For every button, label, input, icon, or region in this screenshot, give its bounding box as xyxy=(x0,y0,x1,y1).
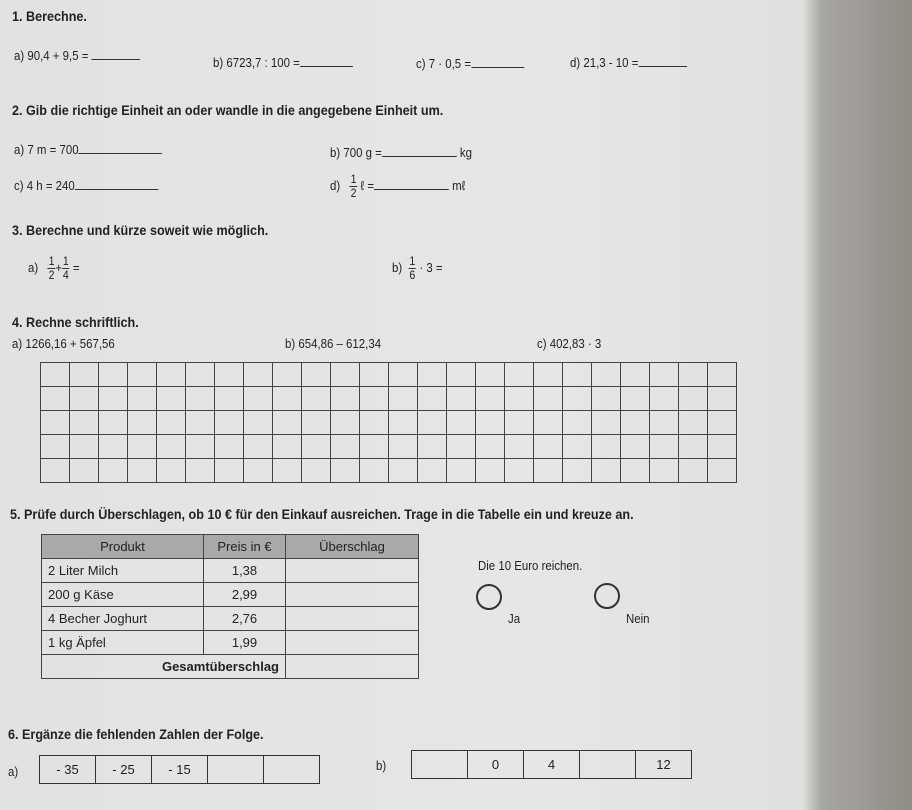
grid-cell[interactable] xyxy=(244,459,273,483)
task6-title: 6. Ergänze die fehlenden Zahlen der Folge. xyxy=(8,726,264,742)
sequence-cell: - 25 xyxy=(96,756,152,784)
grid-cell[interactable] xyxy=(273,363,302,387)
grid-cell[interactable] xyxy=(331,459,360,483)
task3-b: b) $\frac{1}{6}$ · 3 = xyxy=(392,254,443,282)
grid-cell[interactable] xyxy=(534,459,563,483)
grid-cell[interactable] xyxy=(157,435,186,459)
grid-cell[interactable] xyxy=(157,387,186,411)
grid-cell[interactable] xyxy=(70,435,99,459)
total-input[interactable] xyxy=(286,655,419,679)
grid-cell[interactable] xyxy=(186,363,215,387)
grid-cell[interactable] xyxy=(331,387,360,411)
grid-cell[interactable] xyxy=(621,435,650,459)
grid-cell[interactable] xyxy=(476,387,505,411)
grid-cell[interactable] xyxy=(215,411,244,435)
grid-cell[interactable] xyxy=(563,435,592,459)
price-table xyxy=(41,534,419,679)
task2-b: b) 700 g = kg xyxy=(330,145,472,160)
grid-cell[interactable] xyxy=(215,435,244,459)
grid-cell[interactable] xyxy=(505,363,534,387)
grid-cell[interactable] xyxy=(679,459,708,483)
grid-cell[interactable] xyxy=(389,411,418,435)
grid-cell[interactable] xyxy=(708,459,737,483)
grid-cell[interactable] xyxy=(621,387,650,411)
grid-cell[interactable] xyxy=(679,387,708,411)
sequence-cell: - 15 xyxy=(152,756,208,784)
product-cell: 4 Becher Joghurt xyxy=(42,607,204,631)
grid-cell[interactable] xyxy=(128,363,157,387)
answer-blank[interactable] xyxy=(374,189,449,190)
grid-cell[interactable] xyxy=(360,459,389,483)
grid-cell[interactable] xyxy=(476,435,505,459)
sequence-cell: 12 xyxy=(636,751,692,779)
radio-yes[interactable] xyxy=(476,584,502,610)
grid-cell[interactable] xyxy=(360,387,389,411)
grid-cell[interactable] xyxy=(389,387,418,411)
grid-cell[interactable] xyxy=(418,363,447,387)
grid-cell[interactable] xyxy=(273,435,302,459)
task2-title: 2. Gib die richtige Einheit an oder wandle in die angegebene Einheit um. xyxy=(12,102,444,118)
grid-cell[interactable] xyxy=(447,459,476,483)
sequence-cell: 4 xyxy=(524,751,580,779)
grid-cell[interactable] xyxy=(41,435,70,459)
grid-cell[interactable] xyxy=(621,411,650,435)
grid-cell[interactable] xyxy=(273,387,302,411)
task2-c: c) 4 h = 240 xyxy=(14,178,158,193)
grid-cell[interactable] xyxy=(389,363,418,387)
grid-cell[interactable] xyxy=(563,411,592,435)
task1-c: c) 7 · 0,5 = xyxy=(416,56,524,71)
answer-blank[interactable] xyxy=(92,59,140,60)
task1-b: b) 6723,7 : 100 = xyxy=(213,55,353,70)
grid-cell[interactable] xyxy=(360,363,389,387)
grid-cell[interactable] xyxy=(708,363,737,387)
col-header: Preis in € xyxy=(204,535,286,559)
answer-blank[interactable] xyxy=(471,67,524,68)
grid-cell[interactable] xyxy=(476,363,505,387)
grid-cell[interactable] xyxy=(679,411,708,435)
grid-cell[interactable] xyxy=(360,435,389,459)
product-cell: 200 g Käse xyxy=(42,583,204,607)
task5-title: 5. Prüfe durch Überschlagen, ob 10 € für den Einkauf ausreichen. Trage in die Tabelle ein und kreuze an. xyxy=(10,506,634,522)
grid-cell[interactable] xyxy=(447,363,476,387)
grid-cell[interactable] xyxy=(70,387,99,411)
grid-cell[interactable] xyxy=(563,363,592,387)
grid-cell[interactable] xyxy=(70,459,99,483)
estimate-input[interactable] xyxy=(286,583,419,607)
task3-a: a) $\frac{1}{2}$ + $\frac{1}{4}$ = xyxy=(28,254,80,282)
grid-cell[interactable] xyxy=(331,435,360,459)
grid-cell[interactable] xyxy=(41,459,70,483)
grid-cell[interactable] xyxy=(186,459,215,483)
answer-blank[interactable] xyxy=(75,189,159,190)
task1-d: d) 21,3 - 10 = xyxy=(570,55,687,70)
grid-cell[interactable] xyxy=(563,459,592,483)
grid-cell[interactable] xyxy=(186,411,215,435)
grid-cell[interactable] xyxy=(679,363,708,387)
grid-cell[interactable] xyxy=(99,435,128,459)
grid-cell[interactable] xyxy=(621,459,650,483)
grid-cell[interactable] xyxy=(244,387,273,411)
grid-cell[interactable] xyxy=(708,411,737,435)
task4-a: a) 1266,16 + 567,56 xyxy=(12,336,115,351)
grid-cell[interactable] xyxy=(41,363,70,387)
grid-cell[interactable] xyxy=(476,411,505,435)
grid-cell[interactable] xyxy=(157,363,186,387)
grid-cell[interactable] xyxy=(70,411,99,435)
task4-b: b) 654,86 – 612,34 xyxy=(285,336,382,351)
grid-cell[interactable] xyxy=(215,459,244,483)
grid-cell[interactable] xyxy=(708,387,737,411)
answer-blank[interactable] xyxy=(638,66,686,67)
col-header: Überschlag xyxy=(286,535,419,559)
no-label: Nein xyxy=(626,611,650,626)
sequence-cell: 0 xyxy=(468,751,524,779)
task1-title: 1. Berechne. xyxy=(12,8,87,24)
price-cell: 2,76 xyxy=(204,607,286,631)
grid-cell[interactable] xyxy=(592,411,621,435)
total-label: Gesamtüberschlag xyxy=(42,655,286,679)
grid-cell[interactable] xyxy=(99,387,128,411)
grid-cell[interactable] xyxy=(418,411,447,435)
grid-cell[interactable] xyxy=(302,411,331,435)
grid-cell[interactable] xyxy=(244,363,273,387)
grid-cell[interactable] xyxy=(157,459,186,483)
grid-cell[interactable] xyxy=(244,411,273,435)
grid-cell[interactable] xyxy=(215,363,244,387)
grid-cell[interactable] xyxy=(418,435,447,459)
grid-cell[interactable] xyxy=(302,387,331,411)
yes-label: Ja xyxy=(508,611,521,626)
grid-cell[interactable] xyxy=(128,459,157,483)
grid-cell[interactable] xyxy=(650,435,679,459)
grid-cell[interactable] xyxy=(215,387,244,411)
sequence-a xyxy=(39,755,320,784)
grid-cell[interactable] xyxy=(331,363,360,387)
radio-no[interactable] xyxy=(594,583,620,609)
estimate-input[interactable] xyxy=(286,607,419,631)
price-cell: 1,38 xyxy=(204,559,286,583)
grid-cell[interactable] xyxy=(99,459,128,483)
grid-cell[interactable] xyxy=(447,411,476,435)
grid-cell[interactable] xyxy=(273,411,302,435)
question-text: Die 10 Euro reichen. xyxy=(478,558,583,573)
grid-cell[interactable] xyxy=(41,387,70,411)
estimate-input[interactable] xyxy=(286,559,419,583)
task3-title: 3. Berechne und kürze soweit wie möglich. xyxy=(12,222,269,238)
grid-cell[interactable] xyxy=(592,387,621,411)
sequence-cell[interactable] xyxy=(412,751,468,779)
task2-d: d) $\frac{1}{2}$ ℓ = mℓ xyxy=(330,172,466,200)
grid-cell[interactable] xyxy=(505,459,534,483)
grid-cell[interactable] xyxy=(157,411,186,435)
sequence-cell[interactable] xyxy=(580,751,636,779)
grid-cell[interactable] xyxy=(650,363,679,387)
seq-a-label: a) xyxy=(8,764,19,779)
product-cell: 1 kg Äpfel xyxy=(42,631,204,655)
answer-blank[interactable] xyxy=(79,153,163,154)
product-cell: 2 Liter Milch xyxy=(42,559,204,583)
grid-cell[interactable] xyxy=(128,435,157,459)
grid-cell[interactable] xyxy=(41,411,70,435)
grid-cell[interactable] xyxy=(244,435,273,459)
task1-a: a) 90,4 + 9,5 = xyxy=(14,48,140,63)
price-cell: 1,99 xyxy=(204,631,286,655)
grid-cell[interactable] xyxy=(447,387,476,411)
sequence-cell[interactable] xyxy=(208,756,264,784)
table-row xyxy=(42,583,419,607)
price-cell: 2,99 xyxy=(204,583,286,607)
grid-cell[interactable] xyxy=(708,435,737,459)
task4-title: 4. Rechne schriftlich. xyxy=(12,314,139,330)
sequence-cell[interactable] xyxy=(264,756,320,784)
grid-cell[interactable] xyxy=(592,435,621,459)
grid-cell[interactable] xyxy=(389,459,418,483)
answer-blank[interactable] xyxy=(382,156,457,157)
grid-cell[interactable] xyxy=(302,435,331,459)
grid-cell[interactable] xyxy=(186,387,215,411)
seq-b-label: b) xyxy=(376,758,387,773)
grid-cell[interactable] xyxy=(302,363,331,387)
answer-blank[interactable] xyxy=(300,66,353,67)
task4-c: c) 402,83 · 3 xyxy=(537,336,602,351)
estimate-input[interactable] xyxy=(286,631,419,655)
sequence-b xyxy=(411,750,692,779)
table-row xyxy=(42,559,419,583)
grid-cell[interactable] xyxy=(331,411,360,435)
grid-cell[interactable] xyxy=(99,411,128,435)
grid-cell[interactable] xyxy=(650,387,679,411)
grid-cell[interactable] xyxy=(389,435,418,459)
grid-cell[interactable] xyxy=(128,387,157,411)
grid-cell[interactable] xyxy=(563,387,592,411)
grid-cell[interactable] xyxy=(679,435,708,459)
grid-cell[interactable] xyxy=(534,387,563,411)
table-row xyxy=(42,607,419,631)
grid-cell[interactable] xyxy=(99,363,128,387)
grid-cell[interactable] xyxy=(505,411,534,435)
grid-cell[interactable] xyxy=(621,363,650,387)
table-row xyxy=(42,631,419,655)
grid-cell[interactable] xyxy=(534,435,563,459)
grid-cell[interactable] xyxy=(186,435,215,459)
grid-cell[interactable] xyxy=(505,387,534,411)
grid-cell[interactable] xyxy=(418,387,447,411)
grid-cell[interactable] xyxy=(592,363,621,387)
grid-cell[interactable] xyxy=(534,411,563,435)
grid-cell[interactable] xyxy=(273,459,302,483)
grid-cell[interactable] xyxy=(476,459,505,483)
grid-cell[interactable] xyxy=(128,411,157,435)
grid-cell[interactable] xyxy=(650,459,679,483)
grid-cell[interactable] xyxy=(650,411,679,435)
grid-cell[interactable] xyxy=(534,363,563,387)
grid-cell[interactable] xyxy=(302,459,331,483)
task2-a: a) 7 m = 700 xyxy=(14,142,162,157)
grid-cell[interactable] xyxy=(418,459,447,483)
calculation-grid[interactable] xyxy=(40,362,737,483)
col-header: Produkt xyxy=(42,535,204,559)
grid-cell[interactable] xyxy=(592,459,621,483)
grid-cell[interactable] xyxy=(360,411,389,435)
grid-cell[interactable] xyxy=(70,363,99,387)
grid-cell[interactable] xyxy=(447,435,476,459)
sequence-cell: - 35 xyxy=(40,756,96,784)
grid-cell[interactable] xyxy=(505,435,534,459)
